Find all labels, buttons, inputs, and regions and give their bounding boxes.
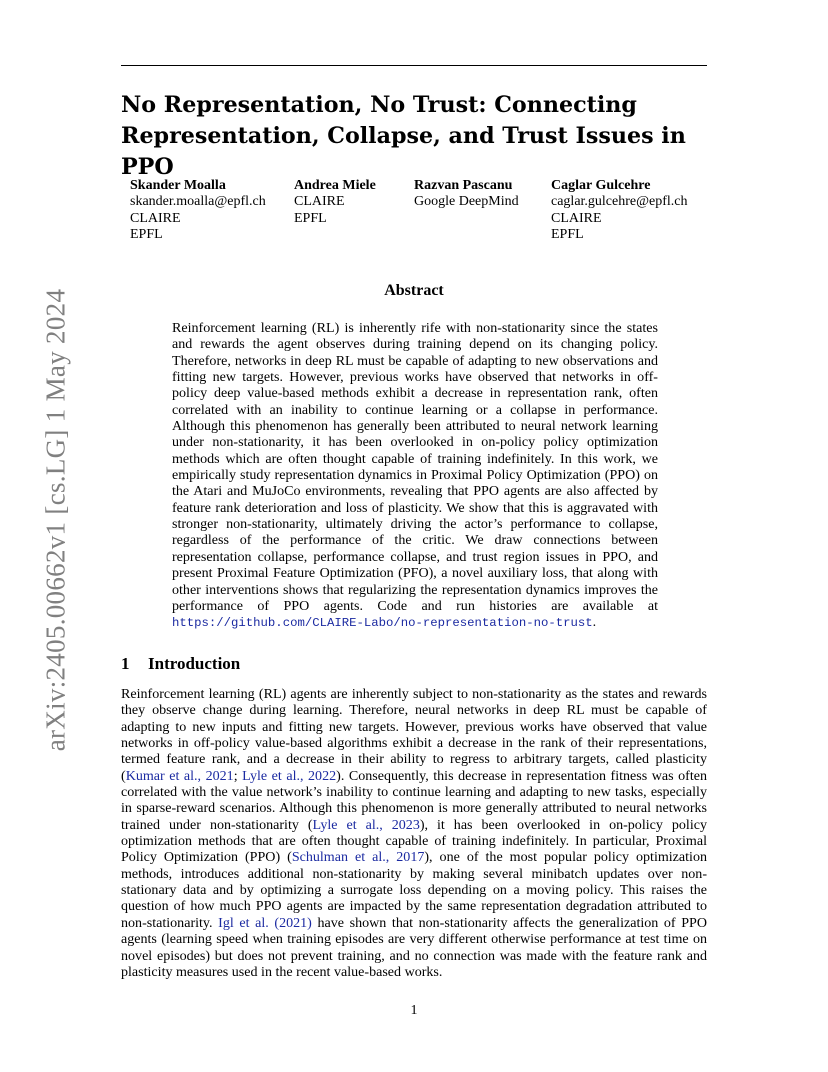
author-affiliation: CLAIRE (130, 210, 181, 226)
author-name: Caglar Gulcehre (551, 178, 651, 193)
author-affiliation: EPFL (551, 227, 584, 243)
author-name: Razvan Pascanu (414, 178, 513, 193)
abstract-heading: Abstract (384, 282, 444, 299)
body-text: ), one of the most popular policy optimization methods, introduces additional non-stationarity by making several minibatch updates over non-stationary data and by optimizing a surrogate loss depending on a moving policy. This raises the question of how much PPO agents are impacted by the same representation degradation attributed to non-stationarity. (121, 849, 707, 931)
citation-link[interactable]: Igl et al. (2021) (218, 914, 312, 931)
page-number: 1 (410, 1003, 418, 1018)
author-block-1 (130, 178, 266, 244)
top-rule (121, 65, 707, 66)
abstract-end: . (592, 614, 597, 631)
author-affiliation: CLAIRE (551, 210, 602, 226)
body-text: Reinforcement learning (RL) agents are inherently subject to non-stationarity as the states and rewards they observe change during learning. Therefore, neural networks in deep RL must be capable of adapting to new inputs and fitting new targets. However, previous works have observed that value networks in off-policy value-based algorithms exhibit a decrease in the rank of their representations, termed feature rank, and a decrease in their ability to regress to arbitrary targets, called plasticity ( (121, 686, 707, 784)
arxiv-stamp: arXiv:2405.00662v1 [cs.LG] 1 May 2024 (40, 288, 71, 752)
citation-link[interactable]: Lyle et al., 2022 (242, 767, 337, 784)
section-heading (121, 654, 240, 674)
abstract-body (172, 320, 658, 632)
author-name: Andrea Miele (294, 178, 376, 193)
author-block-2 (294, 178, 376, 227)
citation-link[interactable]: Lyle et al., 2023 (312, 816, 420, 833)
citation-link[interactable]: Schulman et al., 2017 (291, 849, 425, 866)
code-link[interactable]: https://github.com/CLAIRE-Labo/no-representation-no-trust (172, 616, 593, 631)
section-number: 1 (121, 654, 130, 673)
body-text: have shown that non-stationarity affects the generalization of PPO agents (learning speed when training episodes are very different otherwise performance at test time on novel episodes) but does not prevent training, and no connection was made with the feature rank and plasticity measures used in the recent value-based works. (121, 914, 707, 980)
abstract-text: Reinforcement learning (RL) is inherently rife with non-stationarity since the states and rewards the agent observes during training depend on its changing policy. Therefore, networks in deep RL must be capable of adapting to new observations and fitting new targets. However, previous works have observed that networks in off-policy deep value-based methods exhibit a decrease in representation rank, often correlated with an inability to continue learning or a collapse in performance. Although this phenomenon has generally been attributed to neural network learning under non-stationarity, it has been overlooked in on-policy policy optimization methods which are often thought capable of training indefinitely. In this work, we empirically study representation dynamics in Proximal Policy Optimization (PPO) on the Atari and MuJoCo environments, revealing that PPO agents are also affected by feature rank deterioration and loss of plasticity. We show that this is aggravated with stronger non-stationarity, ultimately driving the actor’s performance to collapse, regardless of the performance of the critic. We draw connections between representation collapse, performance collapse, and trust region issues in PPO, and present Proximal Feature Optimization (PFO), a novel auxiliary loss, that along with other interventions shows that regularizing the representation dynamics improves the performance of PPO agents. Code and run histories are available at (172, 320, 658, 614)
abstract-paragraph (172, 320, 658, 632)
body-text: ), it has been overlooked in on-policy policy optimization methods that are often thought capable of training indefinitely. In particular, Proximal Policy Optimization (PPO) ( (121, 816, 707, 866)
author-name: Skander Moalla (130, 178, 226, 193)
body-text: ; (233, 767, 243, 784)
introduction-paragraph (121, 686, 707, 980)
citation-link[interactable]: Kumar et al., 2021 (125, 767, 234, 784)
author-block-3 (414, 178, 519, 211)
paper-title: No Representation, No Trust: Connecting Representation, Collapse, and Trust Issues in PPO (121, 92, 686, 180)
author-email: caglar.gulcehre@epfl.ch (551, 194, 688, 210)
author-affiliation: EPFL (294, 210, 327, 226)
section-title: Introduction (148, 654, 241, 673)
author-email: skander.moalla@epfl.ch (130, 194, 266, 210)
body-text: ). Consequently, this decrease in representation fitness was often correlated with the value network’s inability to continue learning and adapting to new tasks, especially in sparse-reward scenarios. Although this phenomenon is more generally attributed to neural networks trained under non-stationarity ( (121, 767, 707, 833)
author-affiliation: CLAIRE (294, 194, 345, 210)
author-affiliation: EPFL (130, 227, 163, 243)
author-block-4 (551, 178, 688, 244)
author-affiliation: Google DeepMind (414, 194, 519, 210)
